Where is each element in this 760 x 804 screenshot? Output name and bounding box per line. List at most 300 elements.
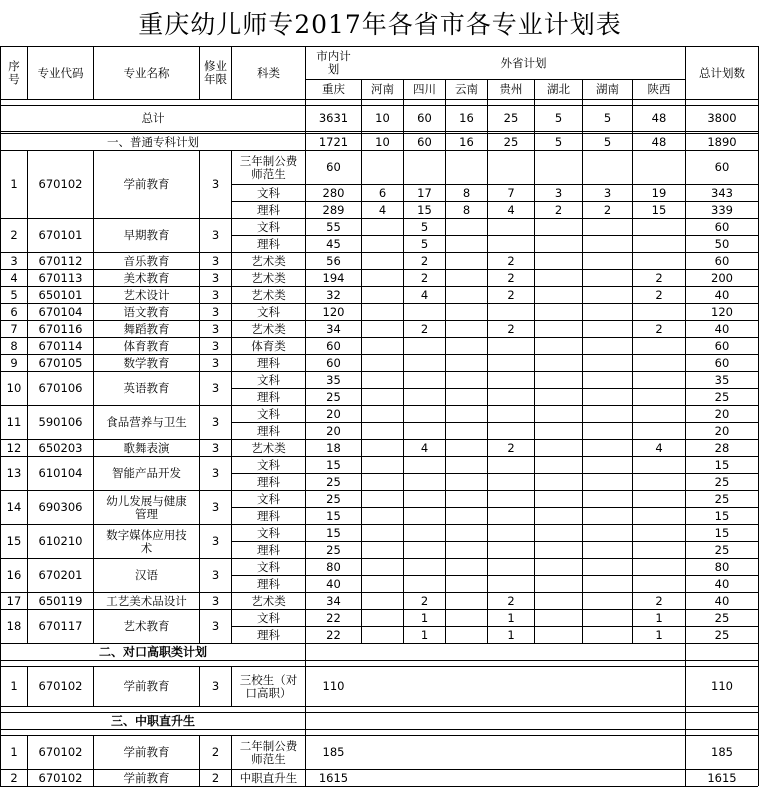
plan-value xyxy=(446,593,487,609)
plan-value: 25 xyxy=(326,542,341,557)
program-code: 670105 xyxy=(38,355,83,370)
section-value: 10 xyxy=(375,134,390,149)
plan-value: 2 xyxy=(554,202,563,217)
header-region: 陕西 xyxy=(647,82,671,96)
plan-value xyxy=(583,287,632,303)
program-code: 650119 xyxy=(38,593,83,608)
plan-value xyxy=(535,474,582,490)
program-seq: 18 xyxy=(6,619,22,633)
plan-value xyxy=(633,542,685,558)
program-seq: 10 xyxy=(6,381,22,395)
plan-value: 60 xyxy=(326,355,341,370)
header-local-plan: 市内计 划 xyxy=(316,49,351,76)
plan-value: 2 xyxy=(420,270,429,285)
program-total: 1615 xyxy=(707,770,737,785)
plan-value xyxy=(535,355,582,371)
plan-value xyxy=(446,559,487,575)
program-code: 670102 xyxy=(38,745,83,759)
program-total: 25 xyxy=(714,610,730,625)
plan-value xyxy=(446,423,487,439)
plan-value xyxy=(583,440,632,456)
section-value: 5 xyxy=(554,134,563,149)
plan-value xyxy=(633,406,685,422)
plan-value xyxy=(404,667,445,706)
plan-value xyxy=(404,423,445,439)
plan-value xyxy=(446,542,487,558)
plan-value: 2 xyxy=(507,593,515,608)
plan-value xyxy=(535,508,582,524)
program-total: 28 xyxy=(714,440,730,455)
plan-value xyxy=(488,151,534,184)
plan-value xyxy=(583,491,632,507)
program-subject: 理科 xyxy=(257,389,280,404)
plan-value xyxy=(446,474,487,490)
program-name: 幼儿发展与健康 管理 xyxy=(106,493,187,521)
plan-value xyxy=(535,593,582,609)
summary-value: 10 xyxy=(375,111,390,125)
program-seq: 3 xyxy=(10,253,18,268)
plan-value xyxy=(535,406,582,422)
program-subject: 文科 xyxy=(257,185,280,200)
plan-value xyxy=(535,270,582,286)
program-name: 学前教育 xyxy=(123,745,170,759)
plan-value xyxy=(362,253,403,269)
plan-value xyxy=(633,491,685,507)
plan-value xyxy=(488,457,534,473)
plan-value xyxy=(535,770,582,786)
program-code: 670113 xyxy=(38,270,83,285)
plan-value: 15 xyxy=(326,525,341,540)
program-total: 200 xyxy=(711,270,733,285)
plan-value xyxy=(446,770,487,786)
program-total: 60 xyxy=(714,219,730,234)
program-seq: 16 xyxy=(6,568,22,582)
plan-value xyxy=(535,321,582,337)
section-value xyxy=(633,713,685,729)
plan-value xyxy=(446,627,487,643)
program-code: 650203 xyxy=(38,440,83,455)
plan-value xyxy=(362,457,403,473)
plan-value xyxy=(446,508,487,524)
plan-value xyxy=(583,542,632,558)
section-value: 60 xyxy=(417,134,432,149)
header-outside-plan: 外省计划 xyxy=(500,55,547,70)
header-code: 专业代码 xyxy=(37,65,84,80)
plan-value: 289 xyxy=(322,202,345,217)
program-name: 美术教育 xyxy=(123,270,170,285)
plan-value: 15 xyxy=(417,202,432,217)
plan-value xyxy=(362,525,403,541)
program-total: 15 xyxy=(714,457,730,472)
program-years: 2 xyxy=(211,770,220,785)
program-total: 339 xyxy=(711,202,733,217)
plan-value xyxy=(446,355,487,371)
plan-value xyxy=(535,236,582,252)
plan-value xyxy=(583,610,632,626)
plan-value: 19 xyxy=(651,185,667,200)
summary-value: 5 xyxy=(603,111,612,125)
plan-value xyxy=(362,667,403,706)
summary-value: 48 xyxy=(651,111,667,125)
plan-value xyxy=(535,576,582,592)
plan-value xyxy=(583,338,632,354)
plan-value: 194 xyxy=(322,270,345,285)
program-total: 110 xyxy=(711,679,733,693)
plan-value: 35 xyxy=(326,372,341,387)
program-name: 语文教育 xyxy=(123,304,170,319)
plan-value xyxy=(488,770,534,786)
plan-value: 2 xyxy=(507,253,515,268)
plan-value: 80 xyxy=(326,559,341,574)
plan-value xyxy=(583,736,632,769)
plan-value: 120 xyxy=(322,304,345,319)
plan-value: 18 xyxy=(326,440,341,455)
plan-value xyxy=(633,474,685,490)
plan-value xyxy=(446,151,487,184)
plan-value xyxy=(583,270,632,286)
program-code: 610104 xyxy=(38,466,83,480)
header-name: 专业名称 xyxy=(123,65,170,80)
plan-value xyxy=(362,770,403,786)
plan-value xyxy=(633,304,685,320)
plan-value xyxy=(633,253,685,269)
section-title: 三、中职直升生 xyxy=(110,713,195,728)
program-seq: 12 xyxy=(6,440,22,455)
plan-value xyxy=(362,593,403,609)
plan-value: 8 xyxy=(462,202,471,217)
plan-value: 5 xyxy=(420,236,429,251)
plan-value xyxy=(362,559,403,575)
plan-value xyxy=(446,576,487,592)
plan-value: 22 xyxy=(326,627,341,642)
plan-value xyxy=(488,667,534,706)
plan-value xyxy=(446,667,487,706)
plan-value xyxy=(488,304,534,320)
program-years: 3 xyxy=(211,228,220,242)
program-subject: 理科 xyxy=(257,576,280,591)
plan-value xyxy=(583,474,632,490)
program-seq: 17 xyxy=(6,593,22,608)
summary-value: 16 xyxy=(459,111,474,125)
program-name: 舞蹈教育 xyxy=(123,321,170,336)
program-years: 3 xyxy=(211,415,220,429)
program-seq: 8 xyxy=(10,338,18,353)
plan-value xyxy=(535,253,582,269)
plan-value xyxy=(488,736,534,769)
program-code: 670201 xyxy=(38,568,83,582)
program-subject: 中职直升生 xyxy=(239,770,298,785)
plan-value: 6 xyxy=(378,185,387,200)
plan-value xyxy=(446,736,487,769)
plan-value xyxy=(535,736,582,769)
plan-value xyxy=(404,389,445,405)
plan-value xyxy=(488,219,534,235)
plan-value xyxy=(633,372,685,388)
program-years: 3 xyxy=(211,177,220,191)
plan-value xyxy=(488,508,534,524)
program-name: 音乐教育 xyxy=(123,253,170,268)
program-seq: 4 xyxy=(10,270,18,285)
plan-value xyxy=(535,457,582,473)
program-seq: 6 xyxy=(10,304,18,319)
plan-value xyxy=(488,389,534,405)
plan-value xyxy=(404,338,445,354)
plan-value xyxy=(633,423,685,439)
program-years: 3 xyxy=(211,534,220,548)
program-total: 40 xyxy=(714,593,730,608)
plan-value xyxy=(362,474,403,490)
section-value xyxy=(488,713,534,729)
plan-value xyxy=(583,457,632,473)
program-name: 工艺美术品设计 xyxy=(106,593,187,608)
plan-value: 4 xyxy=(420,287,429,302)
header-years: 修业 年限 xyxy=(204,59,227,86)
plan-value xyxy=(633,151,685,184)
program-code: 610210 xyxy=(38,534,83,548)
plan-value xyxy=(535,542,582,558)
plan-value xyxy=(488,372,534,388)
plan-value xyxy=(488,423,534,439)
program-code: 670102 xyxy=(38,177,83,191)
plan-value xyxy=(404,491,445,507)
plan-value xyxy=(446,372,487,388)
plan-value xyxy=(404,525,445,541)
program-subject: 理科 xyxy=(257,627,280,642)
program-name: 歌舞表演 xyxy=(123,440,170,455)
plan-value xyxy=(446,236,487,252)
program-total: 20 xyxy=(714,423,730,438)
plan-value xyxy=(583,304,632,320)
plan-value: 2 xyxy=(655,270,663,285)
plan-value xyxy=(362,355,403,371)
plan-value: 110 xyxy=(322,679,345,693)
program-years: 2 xyxy=(211,745,220,759)
program-total: 120 xyxy=(711,304,733,319)
summary-value: 5 xyxy=(554,111,563,125)
section-title: 一、普通专科计划 xyxy=(107,134,199,149)
plan-value xyxy=(633,736,685,769)
plan-value: 2 xyxy=(420,253,429,268)
plan-value: 1 xyxy=(655,627,663,642)
section-value xyxy=(535,713,582,729)
plan-value: 60 xyxy=(326,160,341,174)
plan-value: 17 xyxy=(417,185,432,200)
plan-value xyxy=(362,406,403,422)
plan-value xyxy=(404,542,445,558)
plan-value xyxy=(535,525,582,541)
program-subject: 艺术类 xyxy=(251,287,286,302)
plan-value xyxy=(446,270,487,286)
plan-value xyxy=(633,525,685,541)
plan-value xyxy=(535,610,582,626)
plan-value xyxy=(446,491,487,507)
plan-value xyxy=(362,372,403,388)
program-subject: 文科 xyxy=(257,406,280,421)
plan-value xyxy=(535,372,582,388)
program-subject: 三校生（对 口高职） xyxy=(239,672,298,700)
header-region: 湖南 xyxy=(596,82,619,96)
section-value xyxy=(446,713,487,729)
plan-value xyxy=(446,304,487,320)
program-subject: 文科 xyxy=(257,491,280,506)
plan-value xyxy=(583,236,632,252)
plan-value xyxy=(633,338,685,354)
plan-value: 1 xyxy=(507,627,515,642)
section-value xyxy=(583,644,632,660)
program-subject: 艺术类 xyxy=(251,593,286,608)
program-name: 汉语 xyxy=(135,568,158,582)
plan-value xyxy=(535,151,582,184)
program-years: 3 xyxy=(211,287,220,302)
section-value xyxy=(488,644,534,660)
plan-value xyxy=(404,736,445,769)
program-years: 3 xyxy=(211,679,220,693)
plan-value xyxy=(362,542,403,558)
section-value: 48 xyxy=(651,134,667,149)
plan-value: 2 xyxy=(655,321,663,336)
plan-value: 32 xyxy=(326,287,341,302)
plan-value xyxy=(633,576,685,592)
program-years: 3 xyxy=(211,466,220,480)
program-seq: 13 xyxy=(6,466,22,480)
plan-value xyxy=(446,338,487,354)
program-total: 35 xyxy=(714,372,730,387)
program-subject: 艺术类 xyxy=(251,270,286,285)
program-name: 食品营养与卫生 xyxy=(106,415,187,429)
program-seq: 1 xyxy=(10,679,18,693)
plan-value xyxy=(583,321,632,337)
program-total: 185 xyxy=(711,745,733,759)
plan-value xyxy=(404,770,445,786)
plan-value xyxy=(583,770,632,786)
program-seq: 1 xyxy=(10,745,18,759)
header-region: 贵州 xyxy=(499,82,523,96)
plan-value xyxy=(535,559,582,575)
program-total: 60 xyxy=(714,160,730,174)
header-region: 云南 xyxy=(455,82,478,96)
plan-value xyxy=(446,457,487,473)
program-subject: 文科 xyxy=(257,610,280,625)
plan-value: 5 xyxy=(420,219,429,234)
header-region: 湖北 xyxy=(547,82,570,96)
program-code: 670101 xyxy=(38,228,83,242)
program-total: 40 xyxy=(714,287,730,302)
plan-value xyxy=(583,372,632,388)
program-years: 3 xyxy=(211,619,220,633)
plan-value xyxy=(488,559,534,575)
plan-value xyxy=(488,236,534,252)
plan-value xyxy=(488,406,534,422)
section-value: 16 xyxy=(459,134,474,149)
header-region: 河南 xyxy=(371,82,394,96)
plan-value xyxy=(583,559,632,575)
plan-value xyxy=(404,372,445,388)
plan-value: 4 xyxy=(420,440,429,455)
plan-value xyxy=(362,440,403,456)
plan-value xyxy=(535,667,582,706)
program-subject: 艺术类 xyxy=(251,440,286,455)
section-value xyxy=(362,644,403,660)
plan-value: 1 xyxy=(420,627,429,642)
plan-value xyxy=(583,151,632,184)
plan-value xyxy=(362,236,403,252)
plan-value: 2 xyxy=(420,593,429,608)
plan-value xyxy=(583,576,632,592)
header-seq: 序 号 xyxy=(8,59,20,86)
section-title: 二、对口高职类计划 xyxy=(98,644,207,659)
plan-value: 45 xyxy=(326,236,341,251)
plan-value: 3 xyxy=(554,185,563,200)
program-years: 3 xyxy=(211,355,220,370)
plan-value: 40 xyxy=(326,576,341,591)
plan-value xyxy=(362,508,403,524)
plan-value: 1 xyxy=(655,610,663,625)
plan-value: 15 xyxy=(326,457,341,472)
summary-total: 3800 xyxy=(707,111,737,125)
summary-label: 总计 xyxy=(141,111,165,125)
program-subject: 理科 xyxy=(257,202,280,217)
plan-value xyxy=(446,610,487,626)
program-total: 15 xyxy=(714,525,730,540)
plan-value xyxy=(446,406,487,422)
header-region: 重庆 xyxy=(322,82,345,96)
program-total: 80 xyxy=(714,559,730,574)
plan-value xyxy=(362,736,403,769)
plan-value xyxy=(535,491,582,507)
summary-value: 60 xyxy=(417,111,432,125)
program-years: 3 xyxy=(211,253,220,268)
plan-value xyxy=(404,508,445,524)
section-value xyxy=(362,713,403,729)
program-total: 60 xyxy=(714,253,730,268)
plan-value xyxy=(535,440,582,456)
program-total: 60 xyxy=(714,355,730,370)
summary-value: 3631 xyxy=(318,111,349,125)
plan-value: 2 xyxy=(507,287,515,302)
plan-value xyxy=(404,406,445,422)
plan-value: 56 xyxy=(326,253,341,268)
summary-value: 25 xyxy=(503,111,519,125)
plan-value xyxy=(583,253,632,269)
plan-value xyxy=(633,559,685,575)
program-years: 3 xyxy=(211,304,220,319)
plan-value: 1 xyxy=(420,610,429,625)
program-total: 40 xyxy=(714,321,730,336)
plan-value xyxy=(362,389,403,405)
plan-value xyxy=(362,304,403,320)
plan-value: 34 xyxy=(326,321,341,336)
program-subject: 文科 xyxy=(257,219,280,234)
program-name: 数学教育 xyxy=(123,355,170,370)
section-value xyxy=(633,644,685,660)
program-total: 25 xyxy=(714,542,730,557)
plan-value xyxy=(535,219,582,235)
program-years: 3 xyxy=(211,381,220,395)
section-value: 25 xyxy=(503,134,519,149)
section-value xyxy=(535,644,582,660)
plan-value xyxy=(362,321,403,337)
plan-value: 20 xyxy=(326,423,341,438)
plan-value: 2 xyxy=(507,321,515,336)
program-name: 体育教育 xyxy=(123,338,170,353)
page-title: 重庆幼儿师专2017年各省市各专业计划表 xyxy=(138,10,622,39)
plan-value xyxy=(583,593,632,609)
program-subject: 理科 xyxy=(257,423,280,438)
plan-value: 2 xyxy=(655,593,663,608)
plan-value xyxy=(362,627,403,643)
section-value xyxy=(446,644,487,660)
program-years: 3 xyxy=(211,500,220,514)
